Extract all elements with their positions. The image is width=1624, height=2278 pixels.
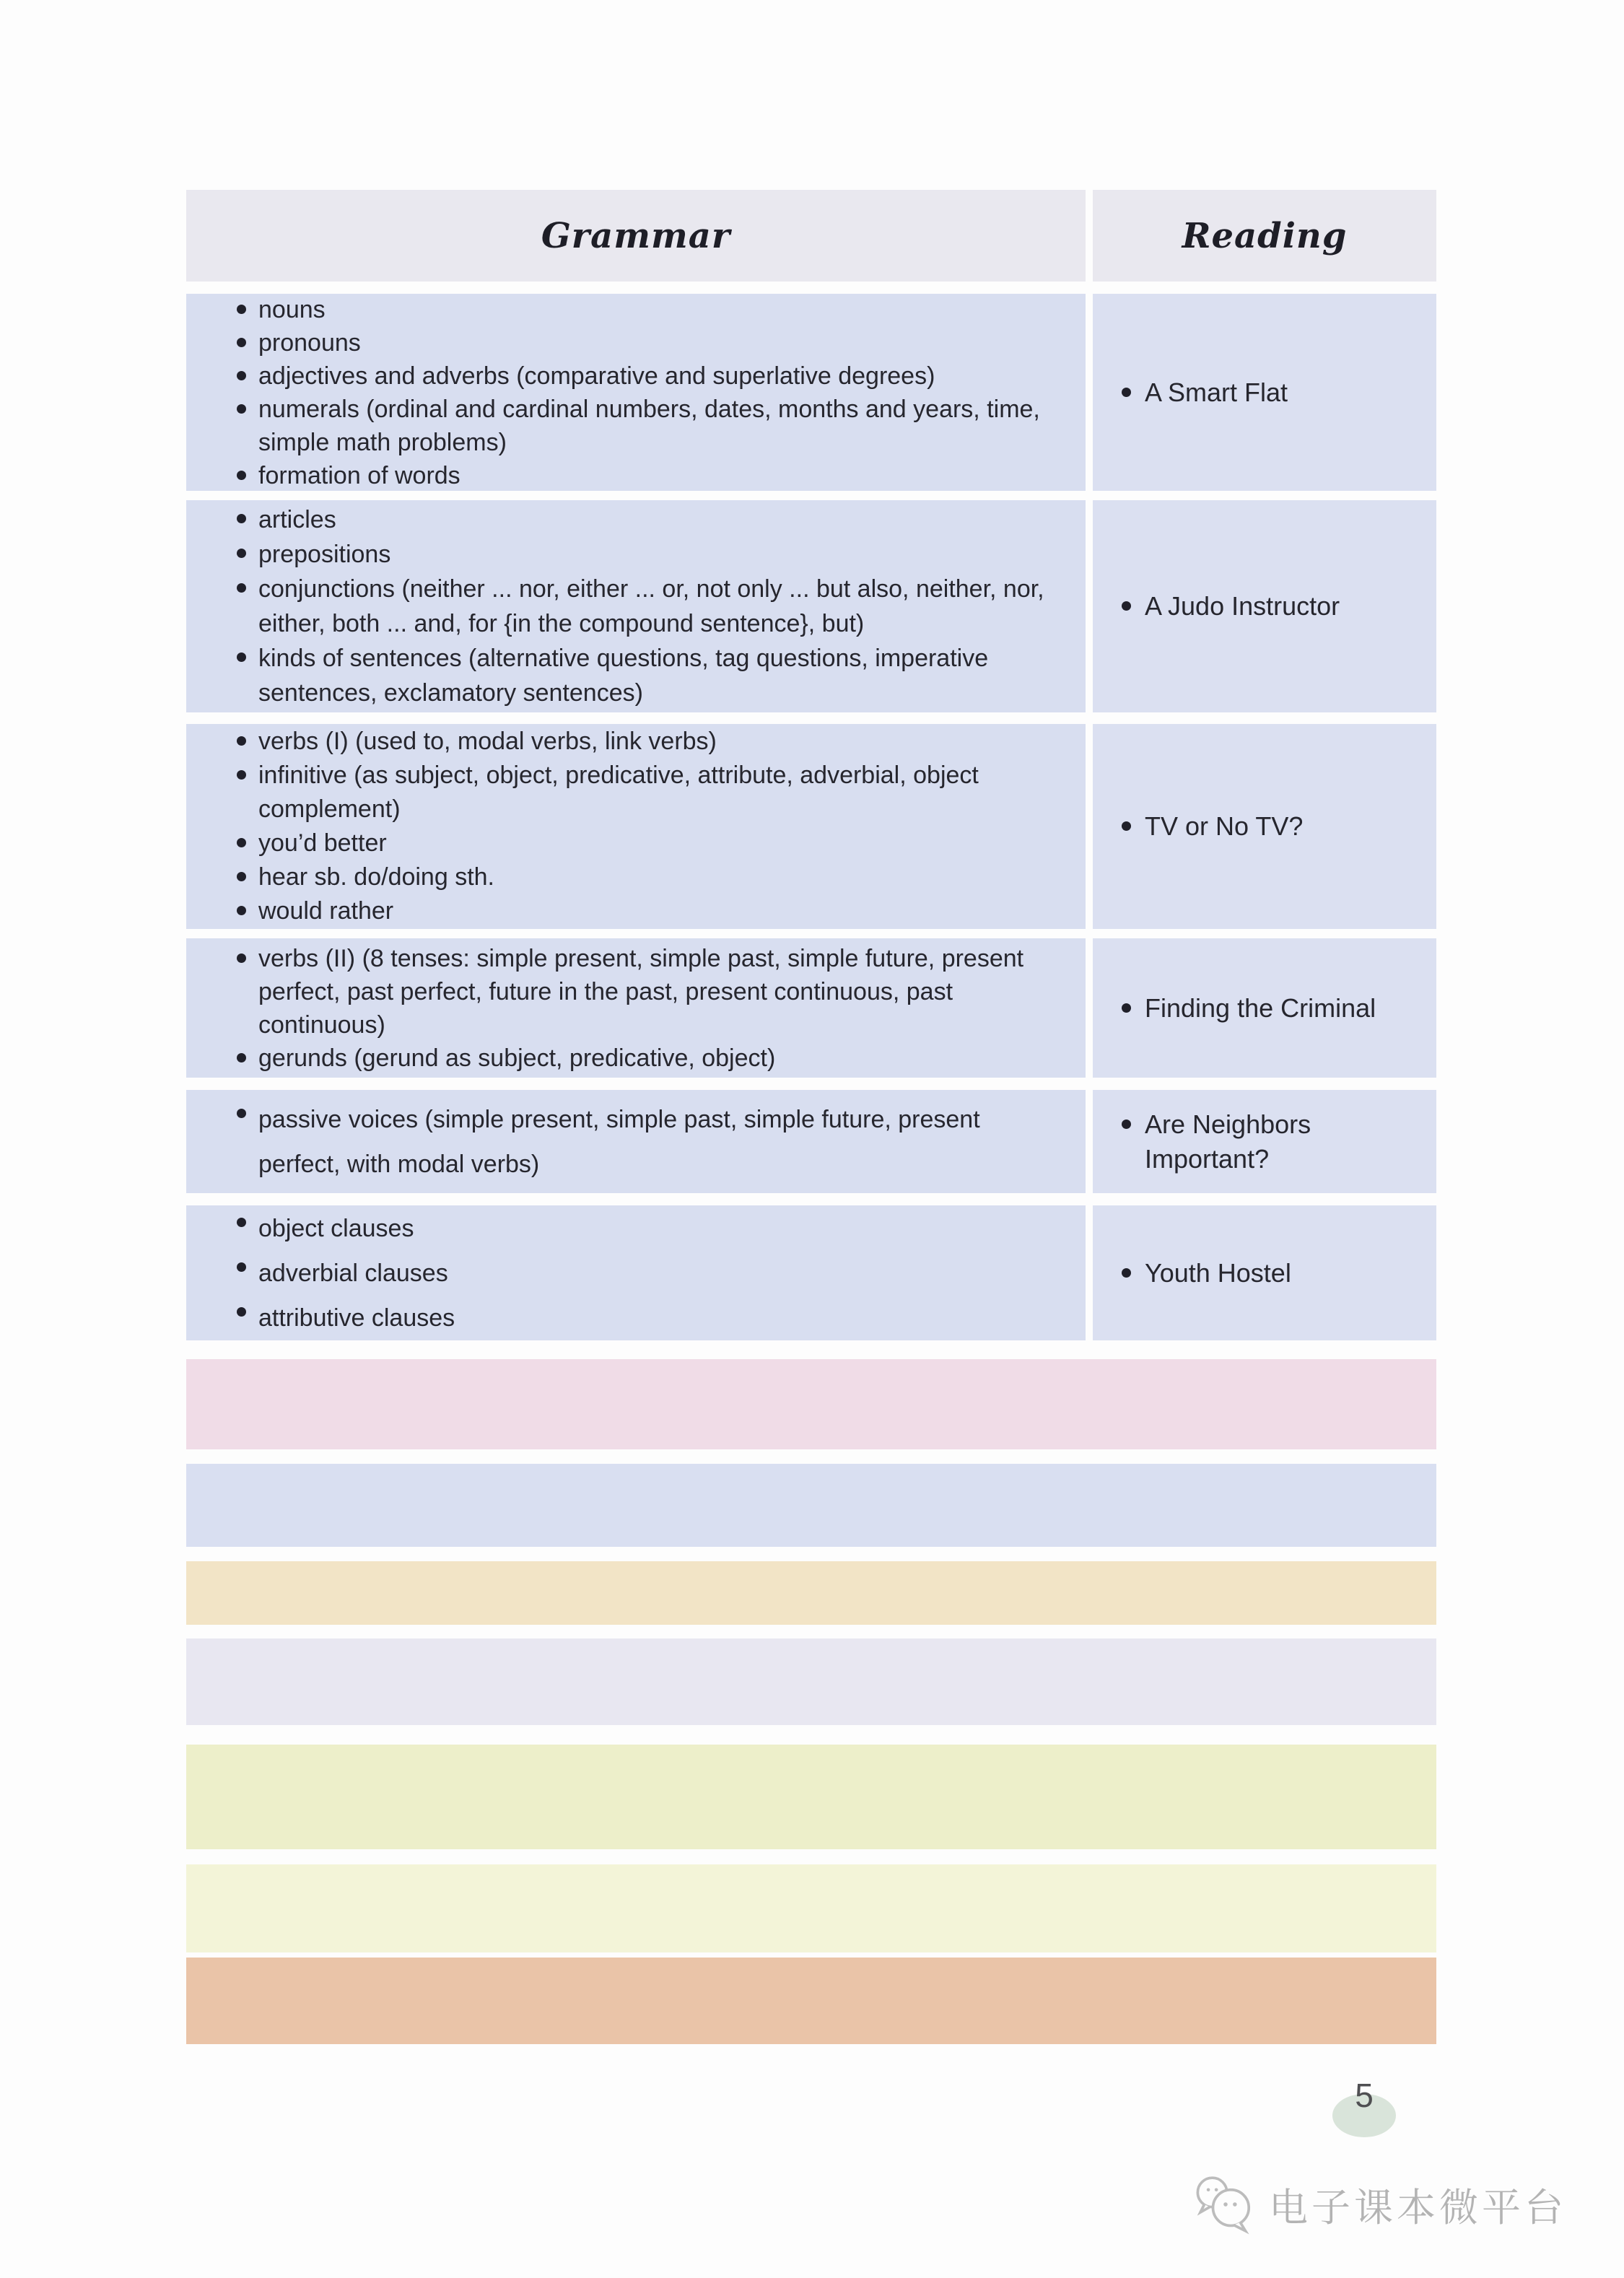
grammar-item-list xyxy=(186,1206,1086,1340)
table-header-grammar: Grammar xyxy=(186,190,1086,282)
band-yellowgreen xyxy=(186,1745,1436,1849)
band-paleyellow xyxy=(186,1864,1436,1952)
table-row-reading-cell xyxy=(1093,500,1436,712)
grammar-item: kinds of sentences (alternative questions, tag questions, imperative sentences, exclamatory sentences) xyxy=(232,641,1045,710)
grammar-item-list xyxy=(186,725,1086,928)
grammar-item: passive voices (simple present, simple past, simple future, present perfect, with modal verbs) xyxy=(232,1097,1045,1187)
grammar-item: hear sb. do/doing sth. xyxy=(232,860,1045,894)
reading-item-list xyxy=(1093,1256,1436,1291)
grammar-item-list xyxy=(186,502,1086,710)
band-pink xyxy=(186,1359,1436,1449)
reading-title: A Smart Flat xyxy=(1119,375,1429,410)
reading-title: Youth Hostel xyxy=(1119,1256,1429,1291)
grammar-item: verbs (I) (used to, modal verbs, link verbs) xyxy=(232,725,1045,759)
grammar-item: gerunds (gerund as subject, predicative, object) xyxy=(232,1042,1045,1075)
reading-title: TV or No TV? xyxy=(1119,809,1429,844)
reading-item-list xyxy=(1093,991,1436,1026)
band-lavender xyxy=(186,1638,1436,1725)
grammar-item: adjectives and adverbs (comparative and superlative degrees) xyxy=(232,359,1045,393)
table-row-grammar-cell xyxy=(186,938,1086,1078)
grammar-item: attributive clauses xyxy=(232,1296,1045,1340)
reading-title: Are Neighbors Important? xyxy=(1119,1107,1429,1177)
watermark-text: 电子课本微平台 xyxy=(1269,2186,1567,2230)
grammar-item: conjunctions (neither ... nor, either ... or, not only ... but also, neither, nor, either, both ... and, for {in the compound sentence}, but) xyxy=(232,572,1045,641)
reading-title: Finding the Criminal xyxy=(1119,991,1429,1026)
reading-item-list xyxy=(1093,375,1436,410)
grammar-item-list xyxy=(186,293,1086,492)
grammar-item: adverbial clauses xyxy=(232,1251,1045,1296)
grammar-item: pronouns xyxy=(232,326,1045,359)
watermark xyxy=(1192,2171,1567,2238)
grammar-item: numerals (ordinal and cardinal numbers, dates, months and years, time, simple math problems) xyxy=(232,393,1045,459)
reading-item-list xyxy=(1093,1107,1436,1177)
table-row-grammar-cell xyxy=(186,1090,1086,1193)
table-header-reading: Reading xyxy=(1093,190,1436,282)
table-row-grammar-cell xyxy=(186,724,1086,929)
table-row-reading-cell xyxy=(1093,1205,1436,1340)
grammar-item: formation of words xyxy=(232,459,1045,492)
table-row-reading-cell xyxy=(1093,938,1436,1078)
table-row-reading-cell xyxy=(1093,294,1436,491)
chat-bubbles-icon xyxy=(1192,2171,1259,2238)
reading-title: A Judo Instructor xyxy=(1119,589,1429,624)
grammar-item: prepositions xyxy=(232,537,1045,572)
grammar-item: articles xyxy=(232,502,1045,537)
table-row-reading-cell xyxy=(1093,724,1436,929)
grammar-item: you’d better xyxy=(232,826,1045,860)
grammar-item: verbs (II) (8 tenses: simple present, simple past, simple future, present perfect, past perfect, future in the past, present continuous, past continuous) xyxy=(232,942,1045,1042)
table-row-grammar-cell xyxy=(186,500,1086,712)
grammar-item: object clauses xyxy=(232,1206,1045,1251)
reading-item-list xyxy=(1093,589,1436,624)
table-row-reading-cell xyxy=(1093,1090,1436,1193)
grammar-item: infinitive (as subject, object, predicative, attribute, adverbial, object complement) xyxy=(232,759,1045,826)
band-salmon xyxy=(186,1958,1436,2044)
table-row-grammar-cell xyxy=(186,1205,1086,1340)
grammar-item-list xyxy=(186,1097,1086,1187)
band-blue xyxy=(186,1464,1436,1547)
grammar-item-list xyxy=(186,942,1086,1075)
grammar-item: nouns xyxy=(232,293,1045,326)
page-number: 5 xyxy=(1355,2077,1374,2114)
grammar-item: would rather xyxy=(232,894,1045,928)
table-row-grammar-cell xyxy=(186,294,1086,491)
reading-item-list xyxy=(1093,809,1436,844)
band-tan xyxy=(186,1561,1436,1625)
